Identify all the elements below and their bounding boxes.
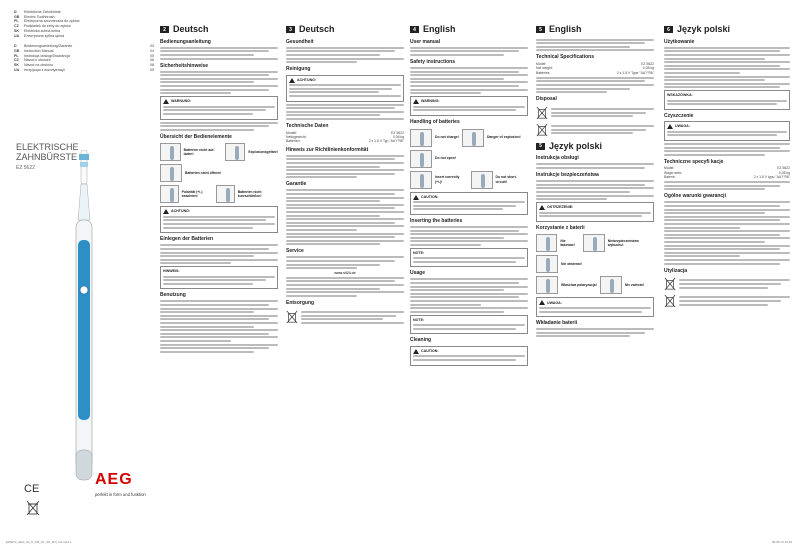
warning-icon — [413, 195, 419, 200]
page-number: 5 — [536, 26, 545, 33]
product-model: EZ 5622 — [16, 165, 35, 171]
spec-value: 0,08 kg — [778, 170, 790, 175]
heading: Usage — [410, 270, 426, 277]
battery-diagram — [410, 150, 528, 168]
section-header — [286, 24, 404, 36]
battery-icon — [600, 276, 622, 294]
section-header — [664, 24, 790, 36]
text-block — [160, 47, 278, 60]
heading: Ogólne warunki gwarancji — [664, 193, 726, 200]
warning-icon — [163, 209, 169, 214]
battery-icon — [410, 150, 432, 168]
caution-label: CAUTION: — [421, 348, 439, 353]
note-label: HINWEIS: — [163, 269, 180, 274]
language-name: English — [549, 24, 582, 34]
heading: Disposal — [536, 96, 557, 103]
diagram-label: Nie ładować! — [560, 239, 575, 248]
spec-row — [664, 175, 790, 179]
language-name: Deutsch — [173, 24, 209, 34]
toc-code: GB — [14, 48, 20, 53]
toc-text: Instrukcja obsługi/Gwarancja — [24, 53, 70, 58]
note-label: WSKAZÓWKA: — [667, 93, 693, 98]
battery-diagram — [410, 129, 528, 147]
attention-label: UWAGA: — [547, 300, 562, 305]
spec-label: Batteries: — [536, 70, 551, 75]
text-block — [160, 300, 278, 352]
disposal-block — [286, 309, 404, 325]
note-box — [410, 248, 528, 267]
section-header — [410, 24, 528, 36]
warning-icon — [289, 78, 295, 83]
heading: Einlegen der Batterien — [160, 236, 214, 243]
attention-box — [536, 297, 654, 317]
attention-box — [286, 75, 404, 102]
warning-icon — [413, 99, 419, 104]
spec-row — [286, 139, 404, 143]
text-block — [286, 189, 404, 245]
recycle-bin-icon — [536, 106, 548, 120]
text-block — [286, 47, 404, 63]
aeg-brand: AEG — [95, 471, 133, 488]
diagram-label: Explosionsgefahr! — [248, 150, 278, 155]
website-link[interactable]: www.sli24.de — [334, 270, 356, 275]
toc-text: Návod k obsluze — [24, 58, 51, 63]
attention-label: UWAGA: — [675, 124, 690, 129]
section-header — [536, 24, 654, 36]
diagram-label: Insert correctly (+/-)! — [434, 175, 460, 184]
section-header — [160, 24, 278, 36]
heading: Sicherheitshinweise — [160, 62, 209, 69]
heading: Service — [286, 248, 304, 255]
attention-box — [160, 206, 278, 233]
text-block — [536, 328, 654, 337]
text-block — [286, 155, 404, 179]
text-block — [410, 226, 528, 246]
footer-file: EZ5622_AEG_IM_D_GB_PL_SK_RO_UA.indd 1 — [6, 540, 72, 544]
spec-label: Modell: — [286, 130, 297, 135]
toc-code: CZ — [14, 24, 19, 29]
warning-icon — [539, 205, 545, 210]
toc-code: PL — [14, 19, 19, 24]
battery-icon — [225, 143, 246, 161]
diagram-label: Batterien nicht kurzschließen! — [237, 190, 262, 199]
disposal-block — [664, 277, 790, 291]
toc-num: 04 — [150, 48, 154, 53]
caution-label: CAUTION: — [421, 194, 439, 199]
heading: Reinigung — [286, 66, 311, 73]
language-name: Język polski — [549, 140, 603, 151]
warning-label: WARNUNG: — [171, 99, 192, 104]
recycle-bin-icon — [26, 500, 40, 516]
battery-icon — [160, 185, 179, 203]
text-block — [536, 163, 654, 169]
section-header — [536, 141, 654, 153]
language-name: English — [423, 24, 456, 34]
spec-value: 2 x 1.5 V Type "AA"/"R6" — [616, 70, 654, 75]
battery-diagram — [536, 276, 654, 294]
column-english-1 — [410, 24, 528, 368]
toc-num: 09 — [150, 67, 154, 72]
heading: Instrukcje bezpieczeństwa — [536, 172, 599, 179]
toc-num: 03 — [150, 44, 154, 49]
toc-code: SK — [14, 28, 19, 33]
attention-box — [664, 121, 790, 141]
text-block — [536, 77, 654, 93]
table-of-contents — [14, 10, 154, 72]
toc-code: GB — [14, 14, 20, 19]
text-block — [664, 181, 790, 190]
spec-label: Model: — [536, 61, 547, 66]
recycle-bin-icon — [286, 310, 298, 324]
note-box — [160, 266, 278, 289]
note-box — [410, 315, 528, 334]
spec-label: Batterien: — [286, 139, 301, 144]
toc-text: Elektrische Zahnbürste — [24, 10, 61, 14]
language-name: Język polski — [677, 24, 731, 34]
toc-row[interactable] — [14, 34, 154, 39]
diagram-label: Właściwa polaryzacja! — [561, 283, 597, 288]
toc-text: Інструкція з експлуатації — [24, 67, 65, 72]
note-box — [664, 90, 790, 109]
disposal-block — [536, 123, 654, 137]
spec-value: EZ 5622 — [641, 61, 654, 66]
diagram-label: Do not charge! — [435, 135, 459, 140]
ce-mark: CE — [24, 483, 40, 495]
spec-value: EZ 5622 — [777, 166, 790, 171]
warning-label: WARNING: — [421, 99, 440, 104]
diagram-label: Polarität (+/-) beachten! — [181, 190, 203, 199]
toc-text: Návod na obsluhu — [24, 63, 53, 68]
diagram-label: Do not open! — [435, 156, 456, 161]
diagram-label: Do not short-circuit! — [495, 175, 517, 184]
warning-box — [536, 202, 654, 222]
toc-text: Електрична зубна щітка — [24, 33, 65, 38]
toc-num — [144, 34, 154, 39]
attention-label: ACHTUNG: — [171, 209, 191, 214]
heading: Entsorgung — [286, 299, 315, 306]
battery-icon — [583, 234, 604, 252]
note-label: NOTE: — [413, 250, 425, 255]
heading: Wkładanie baterii — [536, 320, 578, 327]
warning-icon — [163, 99, 169, 104]
diagram-label: Nie otwierać! — [561, 262, 583, 267]
heading: Cleaning — [410, 337, 432, 344]
page-number: 2 — [160, 26, 169, 33]
note-label: NOTE: — [413, 317, 425, 322]
toc-text: Electric Toothbrush — [24, 14, 55, 19]
toc-code: D — [14, 10, 17, 14]
battery-icon — [160, 164, 182, 182]
toc-text: Podkladek do zeby do zębów — [24, 24, 71, 29]
heading: Techniczne specyfi kacje — [664, 158, 724, 165]
column-polski — [664, 24, 790, 311]
warning-icon — [413, 349, 419, 354]
heading: Użytkowanie — [664, 38, 695, 45]
heading: Hinweis zur Richtlinienkonformität — [286, 146, 369, 153]
page-number: 6 — [664, 26, 673, 33]
text-block — [286, 256, 404, 269]
spec-value: 0.08 kg — [642, 66, 654, 71]
battery-icon — [471, 171, 493, 189]
battery-diagram — [160, 164, 278, 182]
text-block — [536, 39, 654, 52]
battery-icon — [410, 171, 432, 189]
heading: Technical Specifications — [536, 54, 594, 61]
toc-text: Instruction Manual — [24, 48, 54, 53]
spec-label: Nettogewicht: — [286, 134, 307, 139]
battery-icon — [536, 276, 558, 294]
heading: Inserting the batteries — [410, 217, 463, 224]
diagram-label: Danger of explosion! — [486, 135, 521, 140]
text-block — [410, 67, 528, 94]
battery-diagram — [536, 234, 654, 252]
language-name: Deutsch — [299, 24, 335, 34]
page-number: 3 — [286, 26, 295, 33]
text-block — [664, 143, 790, 156]
battery-diagram — [536, 255, 654, 273]
page-number: 4 — [410, 26, 419, 33]
recycle-bin-icon — [664, 277, 676, 291]
column-deutsch-1 — [160, 24, 278, 354]
column-deutsch-2 — [286, 24, 404, 328]
heading: Garantie — [286, 181, 307, 188]
toc-row[interactable] — [14, 68, 154, 73]
battery-icon — [410, 129, 432, 147]
column-english-2 — [536, 24, 654, 339]
footer-date: 05.06.19 10:34 — [771, 540, 792, 544]
spec-label: Waga netto: — [664, 170, 683, 175]
aeg-logo — [95, 470, 155, 497]
toc-code: D — [14, 44, 17, 49]
text-block — [536, 180, 654, 200]
cover-panel — [0, 0, 160, 550]
warning-box — [160, 96, 278, 119]
heading: Utylizacja — [664, 267, 688, 274]
spec-value: 2 x 1,5 V typu "AA"/"R6" — [753, 175, 790, 180]
warning-box — [410, 96, 528, 116]
heading: Benutzung — [160, 292, 186, 299]
toc-num: 05 — [150, 53, 154, 58]
attention-label: ACHTUNG: — [297, 77, 317, 82]
heading: Instrukcja obsługi — [536, 155, 579, 162]
heading: Bedienungsanleitung — [160, 38, 211, 45]
heading: Technische Daten — [286, 123, 329, 129]
battery-icon — [160, 143, 181, 161]
heading: Übersicht der Bedienelemente — [160, 133, 232, 140]
text-block — [664, 47, 790, 89]
text-block — [664, 201, 790, 264]
text-block — [286, 277, 404, 297]
heading: Handling of batteries — [410, 119, 460, 125]
heading: Gesundheit — [286, 38, 314, 45]
toc-text: Bedienungsanleitung/Garantie — [24, 44, 73, 49]
toc-text: Elektryczna szczoteczka do zębów — [24, 19, 80, 24]
toc-code: PL — [14, 53, 19, 58]
heading: Safety instructions — [410, 58, 456, 65]
heading: Korzystanie z baterii — [536, 224, 585, 231]
diagram-label: Nie zwierać! — [624, 283, 645, 288]
battery-icon — [536, 234, 557, 252]
spec-value: 0,08 kg — [392, 134, 404, 139]
toc-code: UA — [14, 67, 20, 72]
spec-label: Model: — [664, 166, 675, 171]
text-block — [286, 104, 404, 120]
battery-icon — [536, 255, 558, 273]
aeg-tagline: perfekt in form und funktion — [95, 491, 146, 497]
recycle-bin-icon — [664, 294, 676, 308]
text-block — [160, 244, 278, 264]
toc-code: SK — [14, 63, 19, 68]
spec-value: EZ 5622 — [391, 130, 404, 135]
toc-num: 06 — [150, 58, 154, 63]
product-title-line1: ELEKTRISCHE — [16, 142, 79, 152]
text-block — [160, 71, 278, 95]
warning-label: OSTRZEŻENIE: — [547, 205, 574, 210]
toothbrush-image — [64, 150, 104, 500]
battery-diagram — [160, 143, 278, 161]
toc-code: CZ — [14, 58, 19, 63]
warning-icon — [667, 124, 673, 129]
toc-text: Elektrická zubná kefka — [24, 28, 60, 33]
caution-box — [410, 192, 528, 215]
text-block — [410, 47, 528, 56]
text-block — [160, 122, 278, 131]
heading: Czyszczenie — [664, 112, 694, 119]
battery-diagram — [410, 171, 528, 189]
battery-icon — [216, 185, 235, 203]
spec-row — [536, 71, 654, 75]
recycle-bin-icon — [536, 123, 548, 137]
text-block — [410, 278, 528, 312]
battery-diagram — [160, 185, 278, 203]
toc-code: UA — [14, 33, 20, 38]
spec-label: Net weight: — [536, 66, 553, 71]
battery-icon — [462, 129, 484, 147]
page-number: 5 — [536, 143, 545, 150]
heading: User manual — [410, 38, 441, 45]
diagram-label: Niebezpieczeństwo wybuchu! — [607, 239, 639, 248]
diagram-label: Batterien nicht öffnen! — [185, 171, 222, 176]
spec-label: Baterie: — [664, 175, 676, 180]
spec-value: 2 x 1,5 V Typ "AA"/"R6" — [368, 139, 404, 144]
diagram-label: Batterien nicht auf-laden! — [183, 148, 215, 157]
product-title-line2: ZAHNBÜRSTE — [16, 152, 78, 162]
warning-icon — [539, 300, 545, 305]
toc-num: 08 — [150, 63, 154, 68]
caution-box — [410, 346, 528, 366]
disposal-block — [664, 294, 790, 308]
disposal-block — [536, 106, 654, 120]
